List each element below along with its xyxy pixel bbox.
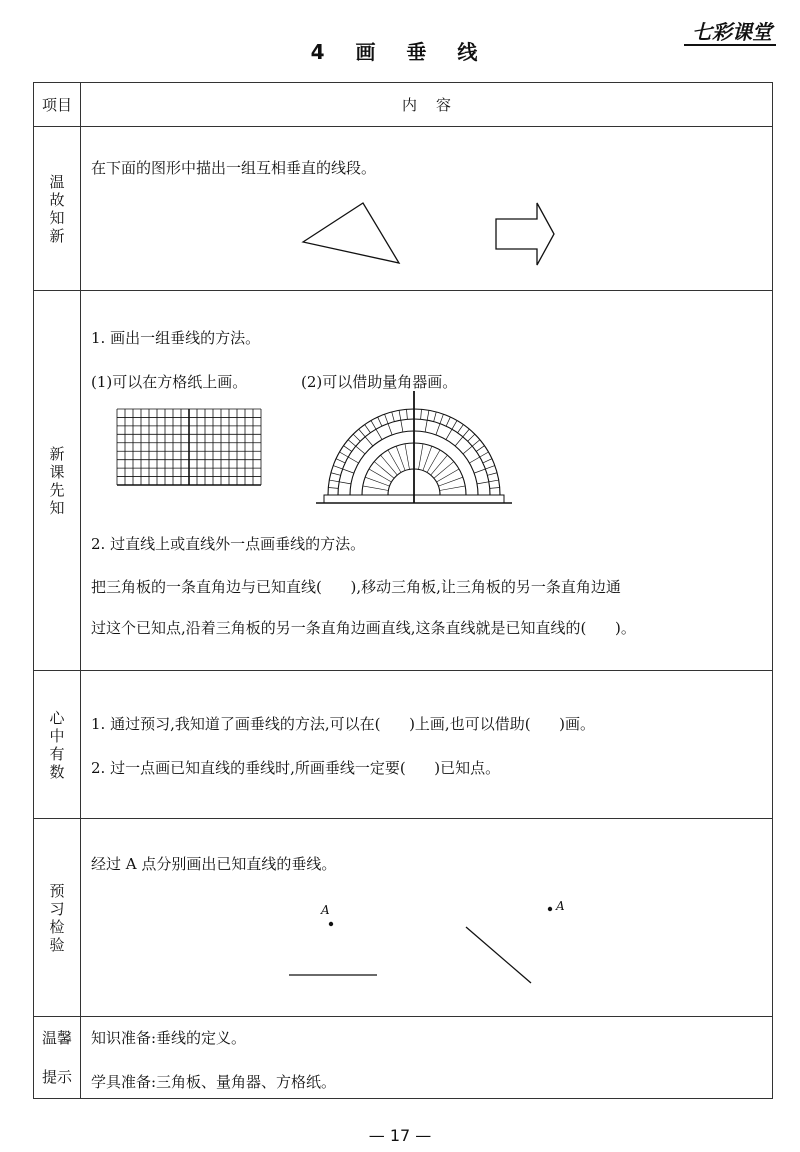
grid-paper-figure bbox=[117, 409, 261, 485]
check-label-cell bbox=[34, 819, 81, 1017]
point-a-left bbox=[329, 922, 333, 926]
warmup-label: 温故知新 bbox=[49, 172, 65, 245]
row-tips bbox=[34, 1017, 773, 1099]
row-check bbox=[34, 819, 773, 1017]
page-title: 4 画 垂 线 bbox=[310, 40, 490, 64]
row-summary bbox=[34, 671, 773, 819]
brand-underline bbox=[684, 44, 776, 46]
check-instruction: 经过 A 点分别画出已知直线的垂线。 bbox=[91, 855, 337, 873]
preview-method2: (2)可以借助量角器画。 bbox=[301, 373, 458, 391]
line-diagonal bbox=[466, 927, 531, 983]
tips-item1: 知识准备:垂线的定义。 bbox=[91, 1029, 247, 1047]
point-a-right bbox=[548, 907, 552, 911]
preview-label-cell bbox=[34, 291, 81, 671]
header-content-label: 内 容 bbox=[401, 96, 452, 114]
preview-item2: 2. 过直线上或直线外一点画垂线的方法。 bbox=[91, 535, 366, 553]
summary-label: 心中有数 bbox=[49, 708, 65, 781]
summary-content bbox=[81, 671, 773, 819]
warmup-shapes bbox=[81, 127, 775, 291]
header-col-item bbox=[34, 83, 81, 127]
warmup-instruction: 在下面的图形中描出一组互相垂直的线段。 bbox=[91, 159, 377, 177]
row-warmup bbox=[34, 127, 773, 291]
triangle-shape bbox=[303, 203, 399, 263]
preview-para1: 把三角板的一条直角边与已知直线( ),移动三角板,让三角板的另一条直角边通 bbox=[91, 578, 621, 596]
tips-label-cell bbox=[34, 1017, 81, 1099]
table-header-row bbox=[34, 83, 773, 127]
arrow-shape bbox=[496, 203, 554, 265]
preview-content bbox=[81, 291, 773, 671]
warmup-label-cell bbox=[34, 127, 81, 291]
summary-q1: 1. 通过预习,我知道了画垂线的方法,可以在( )上画,也可以借助( )画。 bbox=[91, 715, 596, 733]
tips-label-line2: 提示 bbox=[41, 1068, 72, 1086]
page-number: — 17 — bbox=[368, 1126, 432, 1145]
preview-label: 新课先知 bbox=[49, 444, 65, 517]
preview-method1: (1)可以在方格纸上画。 bbox=[91, 373, 248, 391]
summary-label-cell bbox=[34, 671, 81, 819]
row-preview bbox=[34, 291, 773, 671]
preview-figures bbox=[81, 291, 775, 671]
summary-q2: 2. 过一点画已知直线的垂线时,所画垂线一定要( )已知点。 bbox=[91, 759, 501, 777]
check-label: 预习检验 bbox=[49, 881, 65, 954]
tips-item2: 学具准备:三角板、量角器、方格纸。 bbox=[91, 1073, 337, 1091]
protractor-figure bbox=[316, 391, 512, 503]
tips-content bbox=[81, 1017, 773, 1099]
tips-label-line1: 温馨 bbox=[41, 1029, 72, 1047]
warmup-content bbox=[81, 127, 773, 291]
header-item-label: 项目 bbox=[41, 96, 72, 114]
check-content bbox=[81, 819, 773, 1017]
header-col-content bbox=[81, 83, 773, 127]
preview-para2: 过这个已知点,沿着三角板的另一条直角边画直线,这条直线就是已知直线的( )。 bbox=[91, 619, 636, 637]
point-a-right-label: A bbox=[556, 899, 565, 913]
brand-logo: 七彩课堂 bbox=[692, 20, 772, 44]
point-a-left-label: A bbox=[321, 903, 330, 917]
lesson-table bbox=[33, 82, 773, 1099]
preview-item1: 1. 画出一组垂线的方法。 bbox=[91, 329, 261, 347]
check-figures bbox=[81, 819, 775, 1017]
